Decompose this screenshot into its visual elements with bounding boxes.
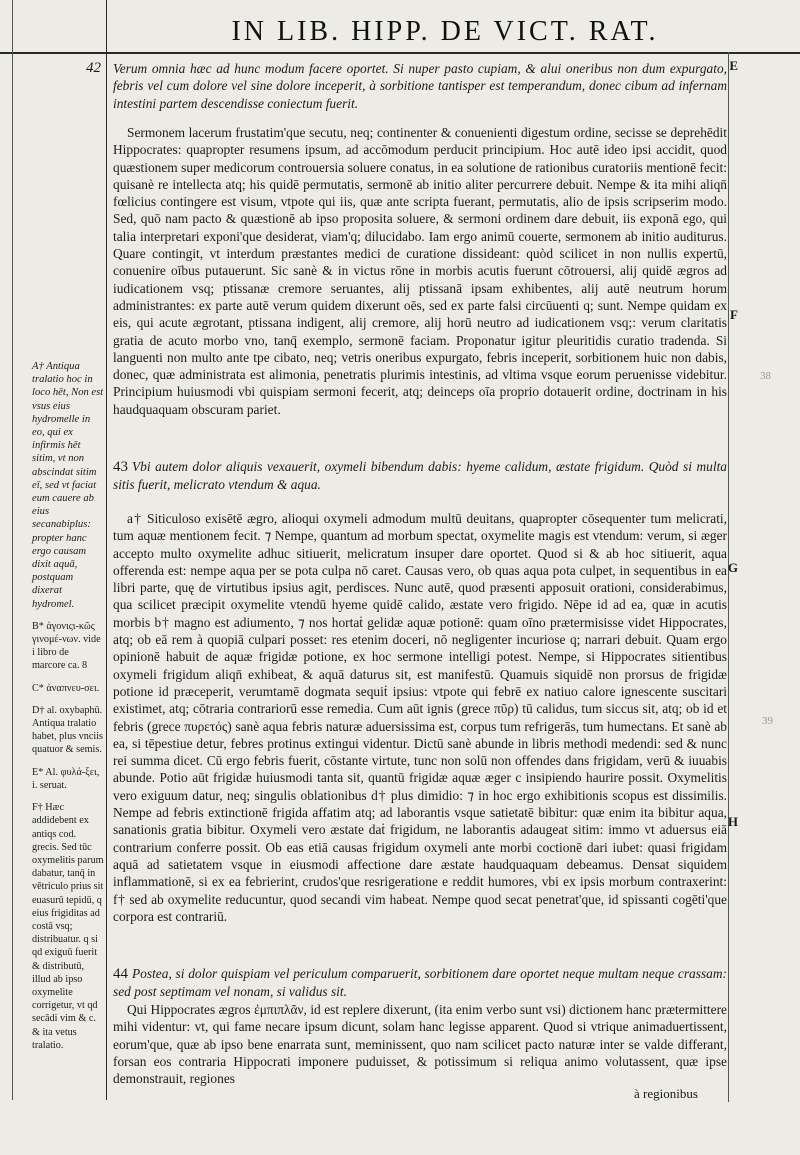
section-43-heading-block [113,458,727,494]
section-43-comment-block [113,510,727,925]
section-42-heading-block [113,60,727,112]
section-44-heading-block [113,965,727,1001]
page-number: 42 [86,60,101,76]
margin-note-b: B* ἀγονιςι-κῶς γινομέ-νων. vide i libro de marcore ca. 8 [32,620,101,672]
section-letter-g: G [727,560,738,575]
right-rule [728,52,729,1102]
section-44-heading: Postea, si dolor quispiam vel periculum comparuerit, sorbitionem dare oportet neque multam neque crassam: sed post septimam vel nonam, si validus sit. [113,966,727,1000]
section-letter-f: F [730,307,738,322]
section-43-number: 43 [113,459,128,475]
margin-note-c: C* ἀναπνευ-σει. [32,682,100,694]
margin-note-a: A† Antiqua tralatio hoc in loco hēt, Non est vsus eius hydromelle in eo, qui ex infirmis hēt sitim, vt non abscindat sitim eī, sed vt faciat eum cauere ab eius secanabiplus: propter hanc ergo causam dixit aquā, postquam dixerat hydromel. [32,361,104,610]
margin-notes [32,360,104,1061]
bleed-through-marks-2: 39 [762,715,773,727]
section-44-commentary: Qui Hippocrates ægros ἐμπιπλᾶν, id est replere dixerunt, (ita enim verbo sunt vsi) dictionem hanc prætermittere mihi videntur: vt, qui fame necare ipsum dicunt, solam hanc legisse apparent. Quod si vtrique animaduertissent, eorum'que, quæ ab ipso bene enarrata sunt, meminissent, quo nam scilicet pacto naturæ inter se valde differant, forsan eos contraria Hippocrati imponere puduisset, & potissimum si reliqua animo volutassent, quæ ipse demonstrauit, regiones [113,1002,727,1087]
margin-note-f: F† Hæc addidebent ex antiqs cod. grecis. Sed tūc oxymelitis parum dabatur, tanq̄ in vētriculo prius sit euasurū tepidū, q eius frigiditas ad costā vsq; distribuatur. q si qd exiguū fuerit & distributū, illud ab ipso oxymelite corrigetur, vt qd secādi vim & c. & ita vetus tralatio. [32,802,104,1051]
section-44-number: 44 [113,966,128,982]
margin-note-d: D† al. oxybaphū. Antiqua tralatio habet, plus vnciis quatuor & semis. [32,704,104,756]
bleed-through-marks: 38 [760,370,771,382]
section-letter-e: E [729,58,738,73]
section-42-heading: Verum omnia hæc ad hunc modum facere oportet. Si nuper pasto cupiam, & alui oneribus non dum expurgato, febris vel cum dolore vel sine dolore inceperit, à sorbitione tantisper est temperandum, donec cibum ad infernam intestini partem descendisse coniectum fuerit. [113,61,727,111]
outer-left-rule [12,0,13,1100]
section-42-comment-block [113,124,727,418]
page-header-title: IN LIB. HIPP. DE VICT. RAT. [231,16,659,47]
section-letter-h: H [727,814,738,829]
left-column-rule [106,0,107,1100]
header-rule [0,52,800,54]
catchword: à regionibus [634,1086,698,1101]
section-44-comment-block [113,1001,727,1087]
section-42-commentary: Sermonem lacerum frustatim'que secutu, neq; continenter & conuenienti digestum ordine, secisse se deprehēdit Hippocrates: quapropter resumens ipsum, ad accōmodum perducit principium. Hoc autē ideo ipsi accidit, quod quæstionem super medicorum controuersia soluere conatus, in ea solutione de rationibus curatoriis mentionē fecit: quisanè re intellecta atq; his quidē permutatis, sermonē ab initio aliter percurrere debuit. Nempe & ita mihi aliqn̄ fœlicius contingere est visum, vtpote qui iis, quæ ante scripta fuerant, permutatis, alio de ipsis scripserim modo. Sed, quō nam pacto & quæstionē ab ipso proposita soluere, & sermoni ordinem dare debuit, iis exponā ego, qui talia interpretari exponi'que desiderat, viam'q; dilucidabo. Iam ergo animū couerte, sermonem ab initio auditurus. Quare contingit, vt interdum præstantes medici de curatione dissideant: quòd scilicet in non nullis expertū, conuenire oībus putauerunt. Sic sanè & in victus rōne in morbis acutis fuerunt cōtrouersi, alij quidē ægros ad iudicationem vsq; ptissanæ cremore seruantes, alij ptissanā ipsam exhibentes, alij autē neutrum horum administrantes: ex parte autē verum quidem dixerunt oēs, sed ex parte falsi circūuenti q; sunt. Nempe quidam ex eis, qui acute ægrotant, ptissana indigent, alij cremore, alij horū neutro ad iudicationem vsq;: verum claritatis gratia de acuto morbo vno, tanq̄ exemplo, sermonē faciam. Proponatur igitur pleuritidis curatio tradenda. Si languenti non multo ante tpe cibato, neq; vetris oneribus expurgato, febris inceperit, sorbitionem huic non dabis, donec, quæ administrata est alimonia, penetratis plurimis intestinis, ad vltima vsque eorum peruenisse videbitur. Principium huiusmodi vbi quispiam sermoni fecerit, atq; deinceps oīa proprio dotauerit ordine, doctrinam in his haudquaquam obscuram pariet. [113,125,727,417]
section-43-heading: Vbi autem dolor aliquis vexauerit, oxymeli bibendum dabis: hyeme calidum, æstate frigidum. Quòd si multa sitis fuerit, melicrato vtendum & aqua. [113,459,727,493]
margin-note-e: E* Al. φυλά-ξει, i. seruat. [32,766,100,791]
section-43-commentary: a† Siticuloso exisētē ægro, alioqui oxymeli admodum multū deuitans, quapropter cōsequenter tum melicrati, tum aquæ mentionem fecit. ⁊ Nempe, quantum ad morbum spectat, oxymelite magis est vtendum: verum, si æger accepto multo oxymelite adhuc sitiuerit, melicratum insuper dare oportet. Quod si & ab hoc sitiuerit, aqua offerenda est: nempe aqua per se pota culpa nō caret. Causas vero, ob quas aqua pota culpet, in sequentibus in ea libri parte, quę de virtutibus ipsius agit, perdisces. Nunc autē, quod præsenti apposuit orationi, considerabimus, qua scilicet præcipit oxymelite vtendū hyeme quidē calido, æstate vero frigido. Nēpe id ad ea, quæ in acutis morbis b† magno est adiumento, ⁊ nos hortaṫ gelidæ aquæ potionē: quam oīno prætermisisse videt Hippocrates, atq; ob eā rem à quopiā culpari posset: res etenim doceri, nō negligenter incuriose q; narrari debuit. Quam ergo opinionē habuit de aquæ frigidæ potione, ex hoc sermone intelligi potest. Nempe, si Hippocrates sitientibus oxymeli frigidum aliqn̄ exhibeat, & aquā daturus sit, est manifestū. Quamuis siquidē non prorsus de frigidæ potione id præceperit, verumtamē dogmata sequiṫ ipsius: vtpote qui febrē ex natiuo calore ignescente suscitari existimet, atq; cōtraria contrariorū esse remedia. Cum aūt ignis (grece πῦρ) tū calidus, tum siccus sit, atq; ob id et febris (grece πυρετός) sanè aqua febris naturæ aduersissima est, corpus tum refrigerās, tum humectans. Et sanè ab ea, si tēpestiue detur, febres protinus extingui videntur. Dictū sanè abunde in libris methodi medendi: sed & nunc rei summa dicet. Cū ergo febris fuerit, cōstante virtute, tunc non solū non offendes dans frigidam, verū & iuuabis abunde. Potio aūt frigidæ huiusmodi tanta sit, quantū frigidæ aquæ æger c insipiendo haurire possit. Oxymelitis vero exiguum datur, neq; singulis oblationibus d† plus dimidio: ⁊ in hoc ergo exhibitionis scopus est dissimilis. Nempe ad febris extinctionē frigida affatim atq; ad laborantis vsque satietatē bibitur: quæ enim ita bibitur aqua, sanationis gratia bibitur. Oxymeli vero æstate daṫ frigidum, ne laborantis adaugeat sitim: immo vt aduersus eiā contrarium conferre possit. Ob eas etiā causas frigidum oxymeli ante morbi coctionē dari iubet: quasi frigidam aquā ad satietatem vsque in eiusmodi affectione dare æstate haudquaquam debeamus. Densat siquidem inflammationē, si ex ea febrierint, crudos'que resrigeratione e reddit humores, vbi ex ipsis morbum contraxerint: f† sed ab oxymelite reducuntur, quod secandi vim habeat. Nempe quod secat penetrat'que, id spissanti cogēti'que corpora est contrariū. [113,511,727,924]
